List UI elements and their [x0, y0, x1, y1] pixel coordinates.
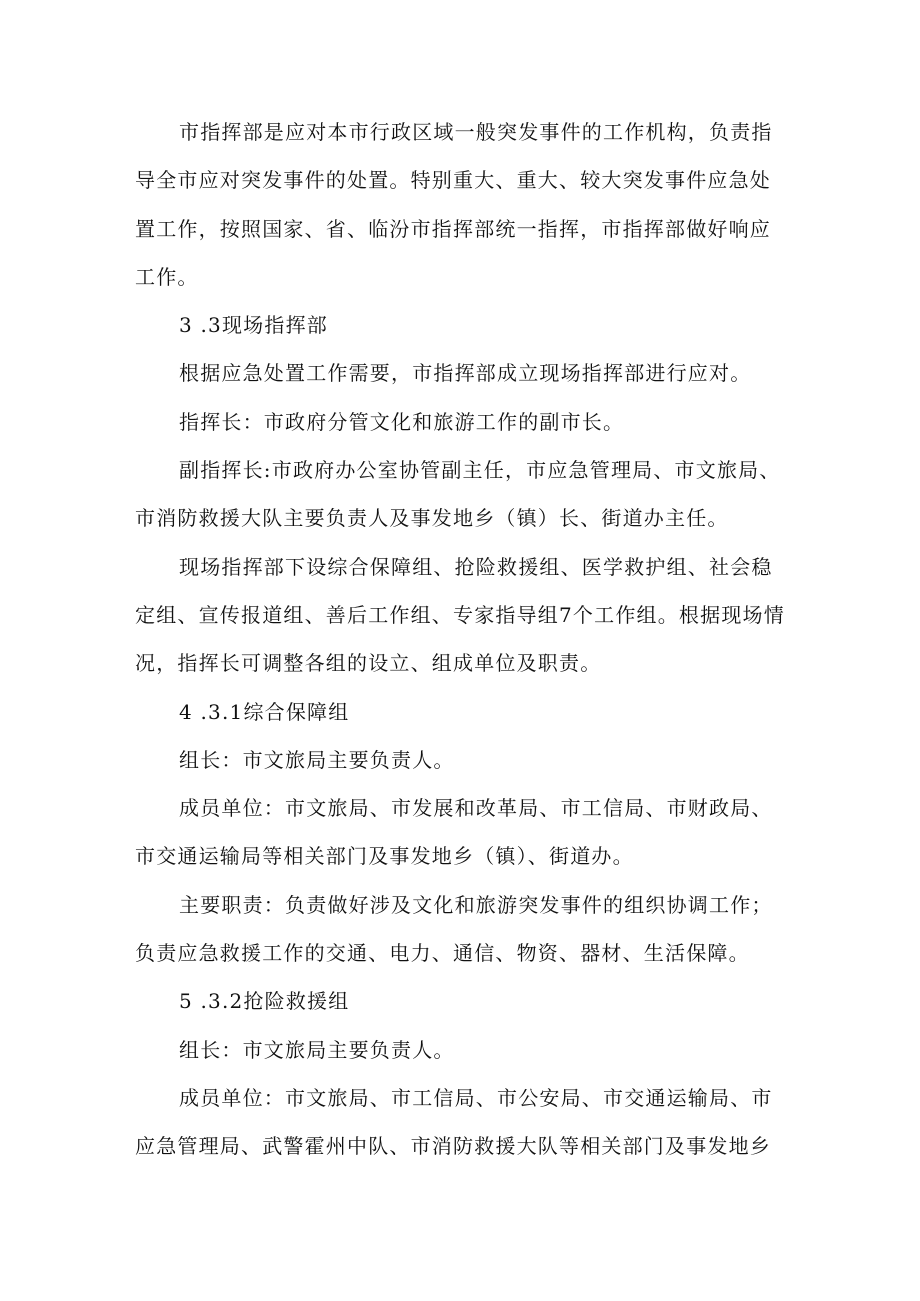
section-heading: 4 .3.1综合保障组 — [179, 699, 350, 724]
paragraph-line: 定组、宣传报道组、善后工作组、专家指导组7个工作组。根据现场情 — [135, 602, 785, 627]
paragraph-line: 组长：市文旅局主要负责人。 — [179, 1037, 455, 1062]
paragraph-line: 组长：市文旅局主要负责人。 — [179, 747, 455, 772]
section-heading: 5 .3.2抢险救援组 — [179, 989, 350, 1014]
paragraph-line: 成员单位：市文旅局、市工信局、市公安局、市交通运输局、市 — [179, 1085, 773, 1110]
paragraph-line: 副指挥长:市政府办公室协管副主任，市应急管理局、市文旅局、 — [179, 458, 781, 483]
section-heading: 3 .3现场指挥部 — [179, 313, 328, 338]
document-body — [135, 112, 785, 1175]
paragraph-line: 现场指挥部下设综合保障组、抢险救援组、医学救护组、社会稳 — [179, 554, 773, 579]
paragraph-line: 市交通运输局等相关部门及事发地乡（镇）、街道办。 — [135, 844, 634, 869]
paragraph-line: 况，指挥长可调整各组的设立、组成单位及职责。 — [135, 651, 602, 676]
paragraph-line: 根据应急处置工作需要，市指挥部成立现场指挥部进行应对。 — [179, 361, 752, 386]
paragraph-line: 成员单位：市文旅局、市发展和改革局、市工信局、市财政局、 — [179, 796, 773, 821]
paragraph-line: 工作。 — [135, 264, 199, 289]
paragraph-line: 指挥长：市政府分管文化和旅游工作的副市长。 — [179, 409, 625, 434]
paragraph-line: 市消防救援大队主要负责人及事发地乡（镇）长、街道办主任。 — [135, 506, 729, 531]
paragraph-line: 应急管理局、武警霍州中队、市消防救援大队等相关部门及事发地乡 — [135, 1134, 771, 1159]
paragraph-line: 导全市应对突发事件的处置。特别重大、重大、较大突发事件应急处 — [135, 168, 771, 193]
paragraph-line: 市指挥部是应对本市行政区域一般突发事件的工作机构，负责指 — [179, 120, 773, 144]
paragraph-line: 主要职责：负责做好涉及文化和旅游突发事件的组织协调工作； — [179, 892, 773, 917]
paragraph-line: 负责应急救援工作的交通、电力、通信、物资、器材、生活保障。 — [135, 941, 750, 966]
paragraph-line: 置工作，按照国家、省、临汾市指挥部统一指挥，市指挥部做好响应 — [135, 216, 771, 241]
